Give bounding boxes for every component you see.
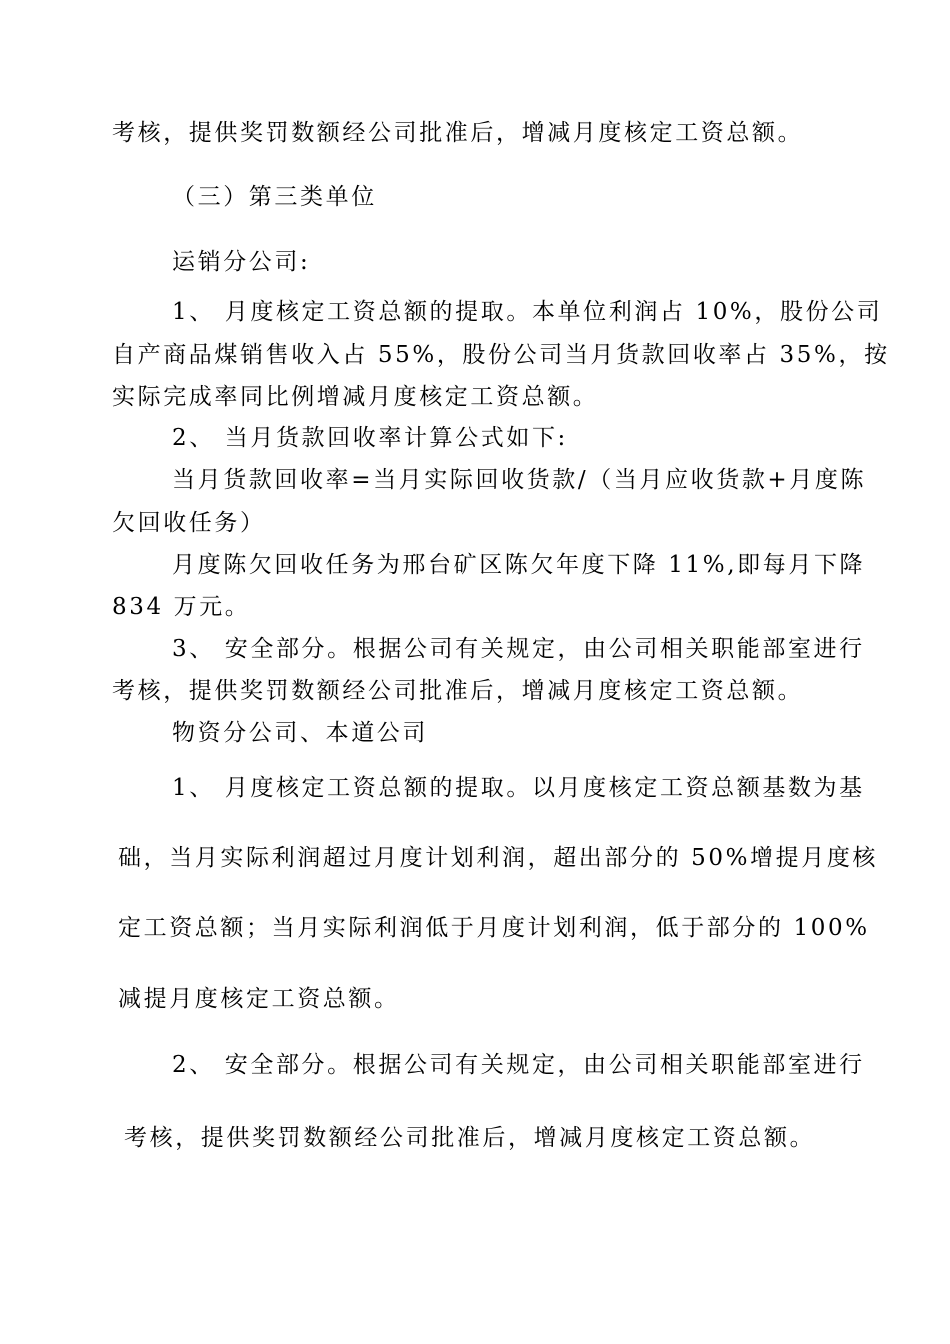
text-line: 欠回收任务） <box>112 510 266 536</box>
section-heading: （三）第三类单位 <box>172 184 377 210</box>
text-line: 考核，提供奖罚数额经公司批准后，增减月度核定工资总额。 <box>112 120 804 146</box>
text-line: 考核，提供奖罚数额经公司批准后，增减月度核定工资总额。 <box>124 1125 816 1151</box>
text-line: 1、 月度核定工资总额的提取。以月度核定工资总额基数为基 <box>172 775 865 801</box>
text-line: 3、 安全部分。根据公司有关规定，由公司相关职能部室进行 <box>172 636 865 662</box>
text-line: 减提月度核定工资总额。 <box>118 986 400 1012</box>
text-line: 1、 月度核定工资总额的提取。本单位利润占 10%，股份公司 <box>172 299 883 325</box>
text-line: 础，当月实际利润超过月度计划利润，超出部分的 50%增提月度核 <box>118 845 879 871</box>
text-line: 2、 当月货款回收率计算公式如下: <box>172 425 568 451</box>
text-line: 考核，提供奖罚数额经公司批准后，增减月度核定工资总额。 <box>112 678 804 704</box>
text-line: 当月货款回收率=当月实际回收货款/（当月应收货款+月度陈 <box>172 467 867 493</box>
text-line: 月度陈欠回收任务为邢台矿区陈欠年度下降 11%,即每月下降 <box>172 552 866 578</box>
subsection-heading: 运销分公司: <box>172 249 311 275</box>
text-line: 自产商品煤销售收入占 55%，股份公司当月货款回收率占 35%，按 <box>112 342 890 368</box>
subsection-heading: 物资分公司、本道公司 <box>172 720 428 746</box>
text-line: 834 万元。 <box>112 594 251 620</box>
text-line: 2、 安全部分。根据公司有关规定，由公司相关职能部室进行 <box>172 1052 865 1078</box>
text-line: 实际完成率同比例增减月度核定工资总额。 <box>112 384 599 410</box>
text-line: 定工资总额；当月实际利润低于月度计划利润，低于部分的 100% <box>118 915 870 941</box>
